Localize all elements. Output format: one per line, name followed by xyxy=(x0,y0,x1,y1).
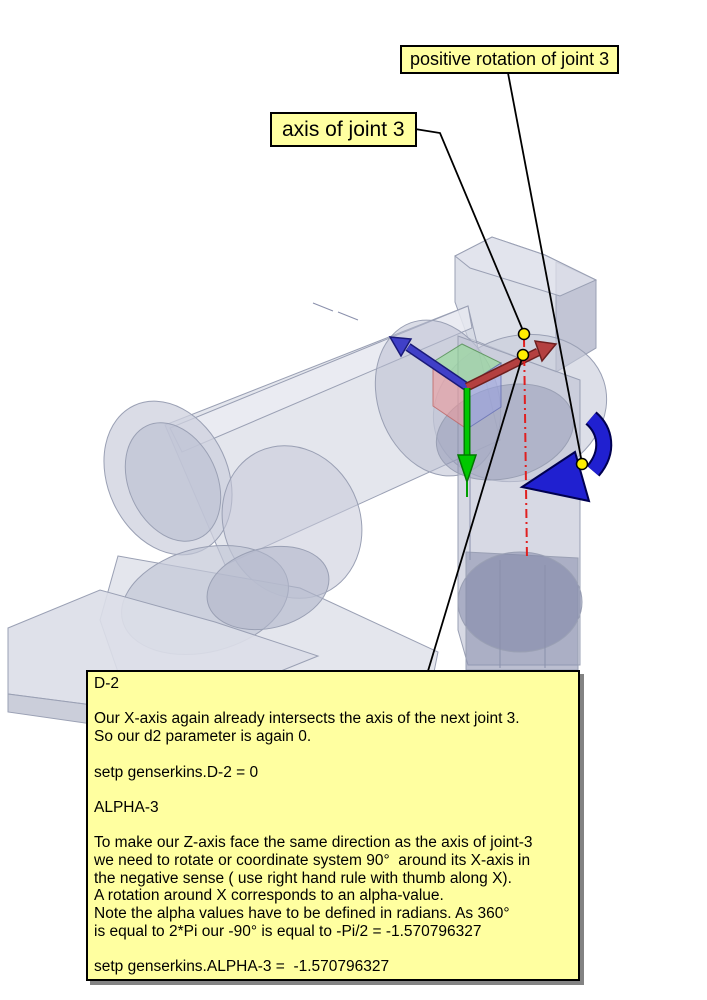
info-box-line: we need to rotate or coordinate system 90° around its X-axis in xyxy=(94,852,531,870)
info-box-line: Note the alpha values have to be defined in radians. As 360° xyxy=(94,905,510,923)
dh-parameter-info-box xyxy=(86,670,580,981)
robot-column-opening xyxy=(458,552,582,652)
info-box-line: So our d2 parameter is again 0. xyxy=(94,728,312,746)
marker-dot-axis-lower xyxy=(518,350,529,361)
positive-rotation-callout: positive rotation of joint 3 xyxy=(400,45,619,74)
info-box-line xyxy=(94,746,572,764)
marker-dot-axis-top xyxy=(519,329,530,340)
info-box-line xyxy=(94,693,572,711)
info-box-line xyxy=(94,817,572,835)
info-box-line: the negative sense ( use right hand rule with thumb along X). xyxy=(94,869,512,887)
info-box-line: setp genserkins.ALPHA-3 = -1.570796327 xyxy=(94,958,390,976)
info-box-line: To make our Z-axis face the same direction as the axis of joint-3 xyxy=(94,834,533,852)
info-box-line: setp genserkins.D-2 = 0 xyxy=(94,763,259,781)
info-box-line: is equal to 2*Pi our -90° is equal to -Pi/2 = -1.570796327 xyxy=(94,922,482,940)
info-box-line xyxy=(94,781,572,799)
info-box-line: D-2 xyxy=(94,675,119,692)
info-box-line: A rotation around X corresponds to an alpha-value. xyxy=(94,887,444,905)
axis-of-joint-callout: axis of joint 3 xyxy=(270,112,417,147)
marker-dot-rotation xyxy=(577,459,588,470)
info-box-line xyxy=(94,941,572,959)
robot-arm-slots xyxy=(313,303,358,320)
info-box-line: Our X-axis again already intersects the axis of the next joint 3. xyxy=(94,710,520,728)
info-box-line: ALPHA-3 xyxy=(94,798,159,816)
